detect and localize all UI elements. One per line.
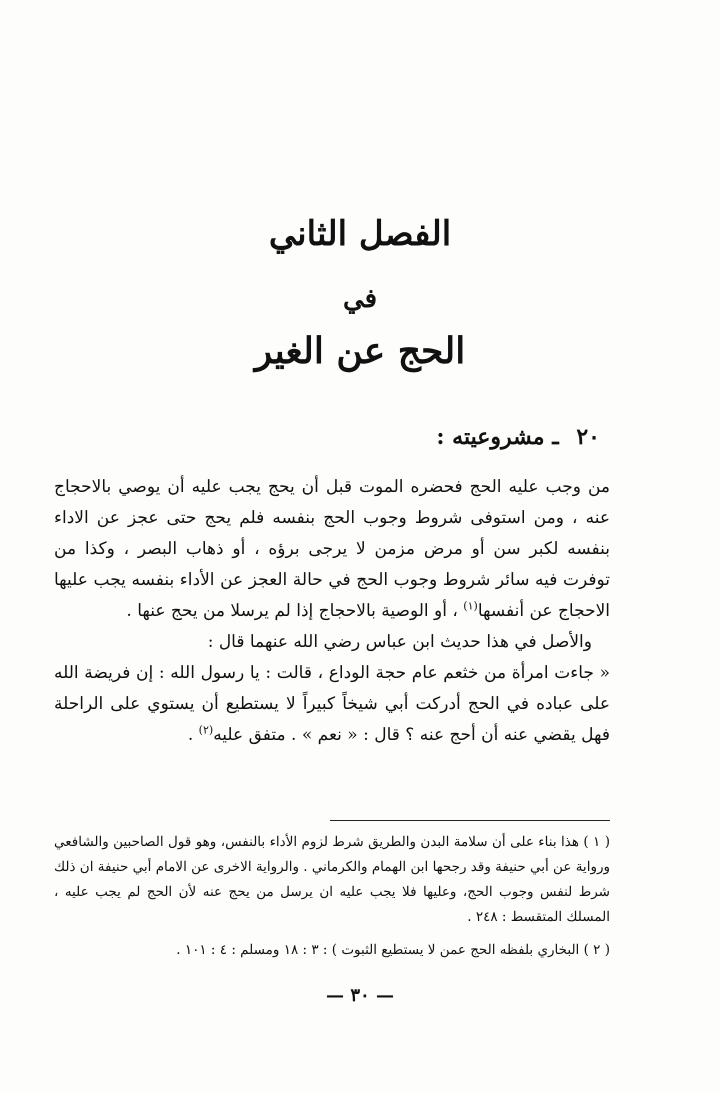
chapter-subtitle: الحج عن الغير bbox=[254, 330, 466, 372]
footnote-ref-2: (٢) bbox=[198, 723, 214, 737]
chapter-preposition: في bbox=[342, 284, 378, 314]
section-title: مشروعيته : bbox=[436, 424, 545, 450]
footnote-ref-1: (١) bbox=[463, 599, 478, 613]
paragraph-1 bbox=[54, 472, 610, 627]
paragraph-1-tail: ، أو الوصية بالاحجاج إذا لم يرسلا من يحج عنها . bbox=[126, 601, 458, 621]
paragraph-1-text: من وجب عليه الحج فحضره الموت قبل أن يحج يجب عليه أن يوصي بالاحجاج عنه ، ومن استوفى شروط وجوب الحج بنفسه فلم يحج حتى عجز عن الاداء بنفسه لكبر سن أو مرض مزمن لا يرجى برؤه ، أو ذهاب البصر ، وكذا من توفرت فيه سائر شروط وجوب الحج في حالة العجز عن الأداء بنفسه يجب عليها الاحجاج عن أنفسها bbox=[54, 477, 610, 621]
section-heading bbox=[436, 424, 600, 450]
footnotes bbox=[54, 830, 610, 963]
section-dash: ـ bbox=[552, 424, 559, 450]
chapter-title: الفصل الثاني bbox=[268, 214, 452, 254]
page-number: — ٣٠ — bbox=[326, 985, 394, 1006]
body-text bbox=[54, 472, 610, 751]
footnote-divider bbox=[330, 820, 610, 821]
paragraph-3-text: « جاءت امرأة من خثعم عام حجة الوداع ، قالت : يا رسول الله : إن فريضة الله على عباده في الحج أدركت أبي شيخاً كبيراً لا يستطيع أن يستوي على الراحلة فهل يقضي عنه أن أحج عنه ؟ قال : « نعم » . متفق عليه bbox=[54, 663, 610, 745]
section-number: ٢٠ bbox=[576, 424, 600, 450]
paragraph-2: والأصل في هذا حديث ابن عباس رضي الله عنهما قال : bbox=[207, 632, 592, 652]
paragraph-3: « جاءت امرأة من خثعم عام حجة الوداع ، قالت : يا رسول الله : إن فريضة الله على عباده في الحج أدركت أبي شيخاً كبيراً لا يستطيع أن يستوي على الراحلة فهل يقضي عنه أن أحج عنه ؟ قال : « نعم » . متفق عليه$^{(٢)}$ . bbox=[54, 663, 610, 745]
footnote-2: ( ٢ ) البخاري بلفظه الحج عمن لا يستطيع الثبوت ) : ٣ : ١٨ ومسلم : ٤ : ١٠١ . bbox=[176, 942, 610, 958]
footnote-1: ( ١ ) هذا بناء على أن سلامة البدن والطريق شرط لزوم الأداء بالنفس، وهو قول الصاحبين والشافعي ورواية عن أبي حنيفة وقد رجحها ابن الهمام والكرماني . والرواية الاخرى عن الامام أبي حنيفة ان ذلك شرط لنفس وجوب الحج، وعليها فلا يجب عليه ان يرسل من يحج عنه لأن الحج لم يجب عليه ، المسلك المتقسط : ٢٤٨ . bbox=[54, 834, 610, 925]
